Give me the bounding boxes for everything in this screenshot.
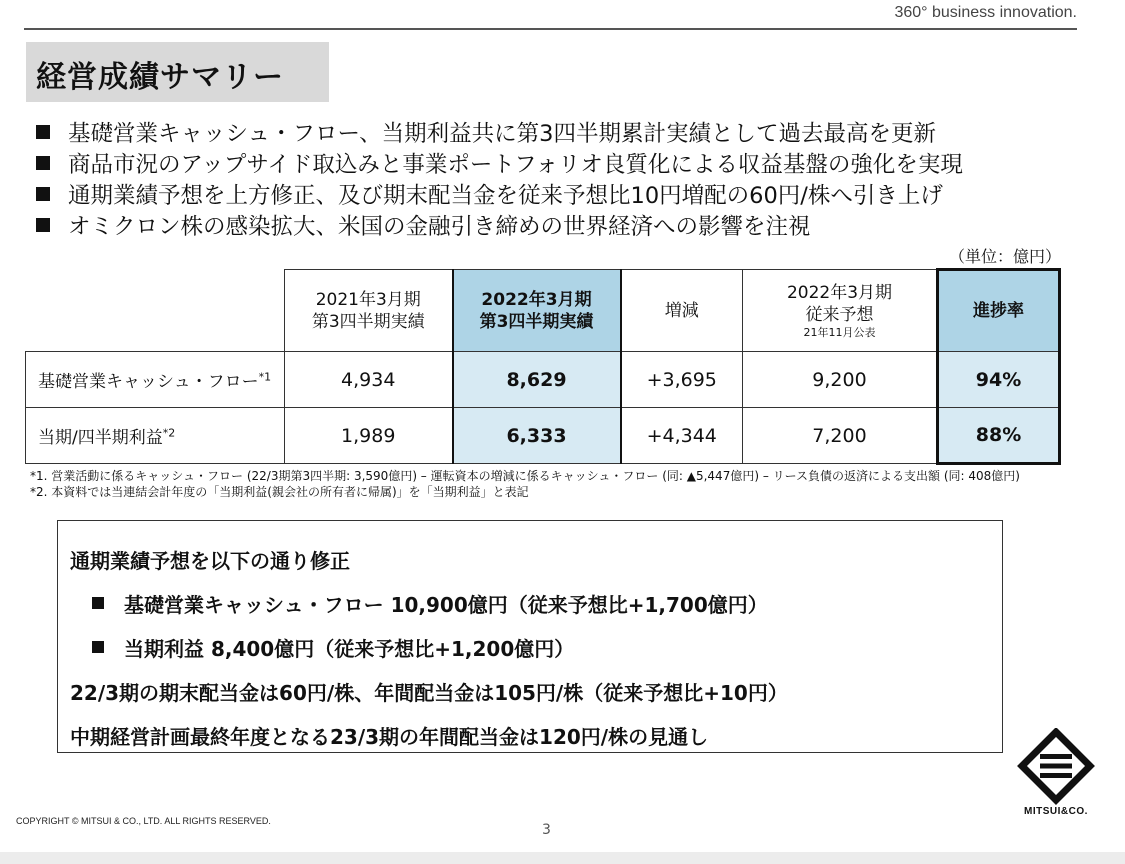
- table-header-row: [26, 270, 1060, 352]
- results-table: [25, 268, 1061, 465]
- footnote-2: *2. 本資料では当連結会計年度の「当期利益(親会社の所有者に帰属)」を「当期利益」と表記: [30, 485, 529, 499]
- table-row: [26, 352, 1060, 408]
- summary-bullets: [36, 116, 1116, 240]
- square-bullet-icon: [92, 641, 104, 653]
- tagline: 360° business innovation.: [894, 4, 1077, 21]
- row-label: 当期/四半期利益$^{*2}$: [26, 408, 285, 464]
- page-number: 3: [542, 822, 551, 838]
- square-bullet-icon: [36, 218, 50, 232]
- square-bullet-icon: [36, 187, 50, 201]
- logo-text: MITSUI&CO.: [1024, 806, 1088, 817]
- page-title: 経営成績サマリー: [36, 60, 284, 95]
- cell-forecast: 9,200: [743, 352, 938, 408]
- bullet-item: [36, 147, 1116, 178]
- bullet-item: [36, 116, 1116, 147]
- copyright: COPYRIGHT © MITSUI & CO., LTD. ALL RIGHTS RESERVED.: [16, 816, 271, 826]
- forecast-revision-box: [57, 520, 1003, 753]
- square-bullet-icon: [92, 597, 104, 609]
- header-prev-year: 2021年3月期 第3四半期実績: [285, 270, 453, 352]
- header-rule: [24, 28, 1077, 30]
- square-bullet-icon: [36, 125, 50, 139]
- cell-progress: 88%: [938, 408, 1060, 464]
- cell-current: 6,333: [453, 408, 621, 464]
- footnotes: [30, 468, 1020, 500]
- revision-heading: 通期業績予想を以下の通り修正: [70, 548, 350, 573]
- forecast-date-note: 21年11月公表: [803, 325, 876, 339]
- table-row: [26, 408, 1060, 464]
- cell-diff: +4,344: [621, 408, 743, 464]
- header-current-year: 2022年3月期 第3四半期実績: [453, 270, 621, 352]
- cell-prev: 4,934: [285, 352, 453, 408]
- outlook-line: 中期経営計画最終年度となる23/3期の年間配当金は120円/株の見通し: [70, 724, 709, 749]
- cell-prev: 1,989: [285, 408, 453, 464]
- cell-forecast: 7,200: [743, 408, 938, 464]
- footnote-1: *1. 営業活動に係るキャッシュ・フロー (22/3期第3四半期: 3,590億円) – 運転資本の増減に係るキャッシュ・フロー (同: ▲5,447億円) – リース負債の返済による支出額 (同: 408億円): [30, 469, 1020, 483]
- unit-label: （単位：億円）: [948, 247, 1061, 266]
- header-change: 増減: [621, 270, 743, 352]
- bullet-item: [36, 209, 1116, 240]
- dividend-line: 22/3期の期末配当金は60円/株、年間配当金は105円/株（従来予想比+10円）: [70, 680, 788, 705]
- footer-band: [0, 852, 1125, 864]
- table-corner: [26, 270, 285, 352]
- header-progress: 進捗率: [938, 270, 1060, 352]
- revision-item: 基礎営業キャッシュ・フロー 10,900億円（従来予想比+1,700億円）: [70, 581, 1002, 625]
- row-label: 基礎営業キャッシュ・フロー$^{*1}$: [26, 352, 285, 408]
- bullet-text: 通期業績予想を上方修正、及び期末配当金を従来予想比10円増配の60円/株へ引き上げ: [68, 182, 943, 209]
- cell-diff: +3,695: [621, 352, 743, 408]
- cell-progress: 94%: [938, 352, 1060, 408]
- square-bullet-icon: [36, 156, 50, 170]
- header-forecast: 2022年3月期 従来予想 21年11月公表: [743, 270, 938, 352]
- revision-item: 当期利益 8,400億円（従来予想比+1,200億円）: [70, 625, 1002, 669]
- bullet-text: 基礎営業キャッシュ・フロー、当期利益共に第3四半期累計実績として過去最高を更新: [68, 120, 936, 147]
- bullet-item: [36, 178, 1116, 209]
- bullet-text: 商品市況のアップサイド取込みと事業ポートフォリオ良質化による収益基盤の強化を実現: [68, 151, 963, 178]
- bullet-text: オミクロン株の感染拡大、米国の金融引き締めの世界経済への影響を注視: [68, 213, 811, 240]
- cell-current: 8,629: [453, 352, 621, 408]
